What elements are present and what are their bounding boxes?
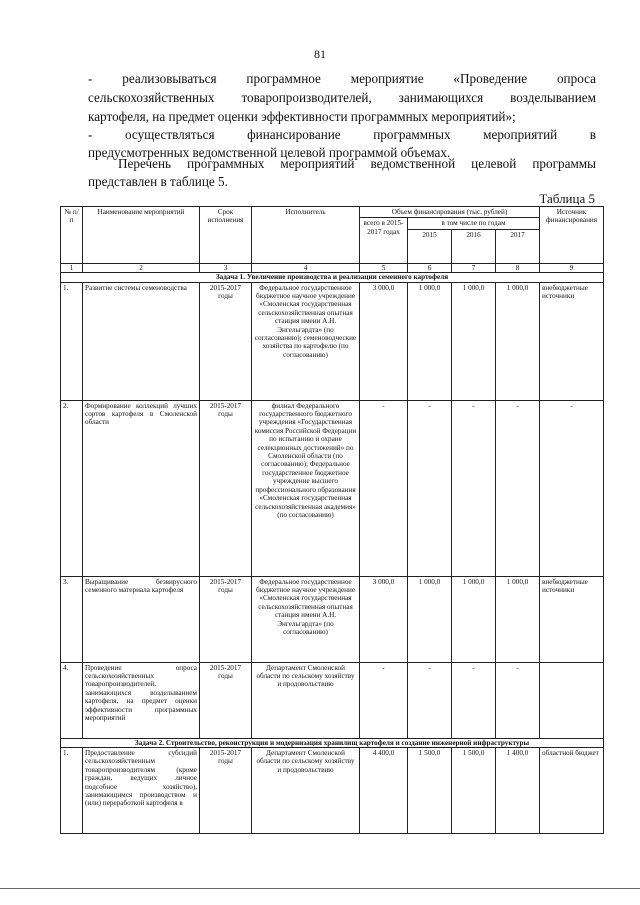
row-num: 1. — [61, 748, 83, 834]
table-row — [61, 282, 604, 400]
row-executor: Департамент Смоленской области по сельскому хозяйству и продовольствию — [252, 662, 360, 738]
row-2016: 1 500,0 — [452, 748, 496, 834]
column-number: 1 — [61, 263, 83, 272]
row-source: внебюджетные источники — [540, 282, 604, 400]
header-name: Наименование мероприятий — [83, 207, 200, 264]
column-number: 4 — [252, 263, 360, 272]
page-number: 81 — [314, 47, 326, 61]
program-activities-table — [60, 206, 604, 834]
table-row — [61, 576, 604, 662]
header-financing: Объем финансирования (тыс. рублей) — [360, 207, 540, 218]
row-total: 3 000,0 — [360, 576, 408, 662]
row-2016: - — [452, 400, 496, 576]
header-year-2017: 2017 — [496, 229, 540, 263]
page-bottom-rule — [0, 888, 640, 889]
row-num: 4. — [61, 662, 83, 738]
row-2017: - — [496, 662, 540, 738]
row-term: 2015-2017 годы — [200, 748, 252, 834]
row-num: 3. — [61, 576, 83, 662]
row-total: - — [360, 400, 408, 576]
task-1-row — [61, 273, 604, 282]
task-2-heading: Задача 2. Строительство, реконструкция и модернизация хранилищ картофеля и создание инженерной инфраструктуры — [61, 738, 604, 747]
row-name: Проведение опроса сельскохозяйственных товаропроизводителей, занимающихся возделыванием картофеля, на предмет оценки эффективности программных мероприятий — [83, 662, 200, 738]
table-row — [61, 748, 604, 834]
table-row — [61, 662, 604, 738]
row-term: 2015-2017 годы — [200, 662, 252, 738]
row-num: 1. — [61, 282, 83, 400]
column-number: 9 — [540, 263, 604, 272]
row-executor: Департамент Смоленской области по сельскому хозяйству и продовольствию — [252, 748, 360, 834]
row-total: 4 400,0 — [360, 748, 408, 834]
row-executor: Федеральное государственное бюджетное научное учреждение «Смоленская государственная сельскохозяйственная опытная станция имени А.Н. Энгельгардта» (по согласованию); семеноводческие хозяйства по картофелю (по согласованию) — [252, 282, 360, 400]
header-term: Срок исполнения — [200, 207, 252, 264]
row-executor: филиал Федерального государственного бюджетного учреждения «Государственная комиссия Российской Федерации по испытанию и охране селекционных достижений» по Смоленской области (по согласованию); Федеральное государственное бюджетное учреждение высшего профессионального образования «Смоленская государственная сельскохозяйственная академия» (по согласованию) — [252, 400, 360, 576]
header-executor: Исполнитель — [252, 207, 360, 264]
row-name: Развитие системы семеноводства — [83, 282, 200, 400]
row-term: 2015-2017 годы — [200, 400, 252, 576]
row-total: 3 000,0 — [360, 282, 408, 400]
table-row — [61, 400, 604, 576]
header-by-years: в том числе по годам — [408, 218, 540, 229]
header-total: всего в 2015-2017 годах — [360, 218, 408, 263]
row-name: Предоставление субсидий сельскохозяйственным товаропроизводителям (кроме граждан, ведущих личное подсобное хозяйство), занимающимся производством и (или) переработкой картофеля в — [83, 748, 200, 834]
task-2-row — [61, 738, 604, 747]
row-2015: 1 500,0 — [408, 748, 452, 834]
row-name: Выращивание безвирусного семенного материала картофеля — [83, 576, 200, 662]
paragraph-line: - реализовываться программное мероприятие «Проведение опроса — [88, 71, 596, 86]
header-year-2015: 2015 — [408, 229, 452, 263]
task-1-heading: Задача 1. Увеличение производства и реализации семенного картофеля — [61, 273, 604, 282]
row-executor: Федеральное государственное бюджетное научное учреждение «Смоленская государственная сельскохозяйственная опытная станция имени А.Н. Энгельгардта» (по согласованию) — [252, 576, 360, 662]
row-2016: 1 000,0 — [452, 576, 496, 662]
paragraph-line: картофеля, на предмет оценки эффективности программных мероприятий»; — [88, 109, 516, 124]
row-2017: 1 400,0 — [496, 748, 540, 834]
header-source: Источник финансирования — [540, 207, 604, 264]
paragraph-line: Перечень программных мероприятий ведомственной целевой программы — [118, 156, 596, 171]
paragraph-line: сельскохозяйственных товаропроизводителей, занимающихся возделыванием — [88, 90, 596, 105]
row-2017: 1 000,0 — [496, 576, 540, 662]
table-caption: Таблица 5 — [539, 191, 595, 206]
row-num: 2. — [61, 400, 83, 576]
paragraph-line: - осуществляться финансирование программных мероприятий в — [88, 127, 596, 142]
header-num: № п/п — [61, 207, 83, 264]
row-term: 2015-2017 годы — [200, 576, 252, 662]
row-2015: - — [408, 400, 452, 576]
column-number: 3 — [200, 263, 252, 272]
row-2015: - — [408, 662, 452, 738]
row-2015: 1 000,0 — [408, 282, 452, 400]
row-source: внебюджетные источники — [540, 576, 604, 662]
row-term: 2015-2017 годы — [200, 282, 252, 400]
row-name: Формирование коллекций лучших сортов картофеля в Смоленской области — [83, 400, 200, 576]
row-2015: 1 000,0 — [408, 576, 452, 662]
paragraph-line: представлен в таблице 5. — [88, 174, 228, 189]
row-source: областной бюджет — [540, 748, 604, 834]
paragraph-line: предусмотренных ведомственной целевой программой объемах. — [88, 145, 451, 160]
column-number: 2 — [83, 263, 200, 272]
column-number: 5 — [360, 263, 408, 272]
column-number: 7 — [452, 263, 496, 272]
row-2017: 1 000,0 — [496, 282, 540, 400]
row-source — [540, 662, 604, 738]
row-2016: 1 000,0 — [452, 282, 496, 400]
row-source: - — [540, 400, 604, 576]
row-total: - — [360, 662, 408, 738]
column-number-row — [61, 263, 604, 272]
row-2016: - — [452, 662, 496, 738]
column-number: 8 — [496, 263, 540, 272]
row-2017: - — [496, 400, 540, 576]
column-number: 6 — [408, 263, 452, 272]
header-year-2016: 2016 — [452, 229, 496, 263]
